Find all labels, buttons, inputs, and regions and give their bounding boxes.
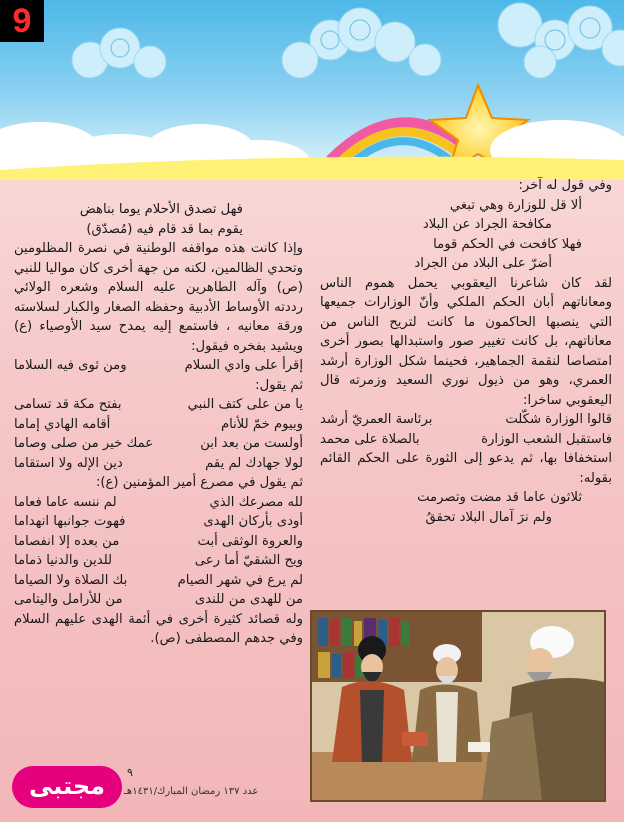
verse-row — [320, 410, 612, 430]
verse-row — [14, 512, 303, 532]
verse-hemistich: لم يرع في شهر الصيام — [177, 572, 303, 588]
verse-row — [320, 430, 612, 450]
verse-line: فهلا كافحت في الحكم قوما — [433, 236, 582, 252]
paragraph: وإذا كانت هذه مواقفه الوطنية في نصرة المظلومين وتحدي الظالمين، لكنه من جهة أخرى كان مواليا للنبي (ص) وآله الطاهرين عليه السلام وشعره الولائي رددته الأوساط الأدبية وحفظه الصغار والكبار لسلاسته ورقة معانيه ، فاستمع إليه يمدح سيد الأوصياء (ع) ويشيد بفخره فيقول: — [14, 241, 303, 354]
verse-hemistich: أودى بأركان الهدى — [203, 514, 303, 529]
verse-hemistich: ويح الشقيّ أما رعى — [194, 553, 303, 568]
verse-row — [14, 571, 303, 591]
verse-hemistich: فهوت جوانبها انهداما — [14, 514, 126, 529]
verse-hemistich: والعروة الوثقى أبت — [197, 533, 303, 549]
verse-hemistich: ومن ثوى فيه السلاما — [14, 358, 127, 373]
footer-page-number: ٩ — [127, 766, 133, 779]
verse-row — [14, 415, 303, 435]
verse-row — [14, 590, 303, 610]
verse-hemistich: أقامه الهادي إماما — [14, 416, 111, 432]
verse-hemistich: يا من على كتف النبي — [187, 397, 303, 412]
verse-hemistich: من للهدى من للندى — [194, 592, 303, 607]
verse-line: يقوم بما قد قام فيه (مُصدّق) — [86, 221, 243, 237]
verse-hemistich: بك الصلاة ولا الصياما — [14, 572, 128, 588]
verse-line: مكافحة الجراد عن البلاد — [422, 217, 552, 232]
verse-hemistich: بفتح مكة قد تسامى — [14, 397, 122, 412]
verse-hemistich: إقرأ على وادي السلام — [184, 358, 303, 373]
verse-hemistich: للدين والدنيا ذماما — [14, 553, 113, 568]
header-decoration — [0, 0, 624, 180]
scholars-illustration — [310, 610, 606, 802]
verse-line: ولم نرَ آمال البلاد تحققُ — [425, 509, 552, 525]
verse-row — [14, 454, 303, 474]
verse-row — [14, 551, 303, 571]
verse-hemistich: عمك خير من صلى وصاما — [14, 436, 154, 451]
verse-row — [14, 395, 303, 415]
verse-line: فهل تصدق الأحلام يوما بناهض — [79, 202, 243, 217]
verse-hemistich: أولست من بعد ابن — [200, 436, 303, 451]
paragraph: استخفافا بها، ثم يدعو إلى الثورة على الحكم القائم بقوله: — [320, 451, 612, 486]
verse-hemistich: لم ننسه عاما فعاما — [14, 494, 117, 510]
illustration-svg — [312, 612, 604, 800]
verse-line: ألا قل للوزارة وهي تبغي — [449, 197, 582, 213]
left-column — [14, 200, 303, 649]
paragraph: وله قصائد كثيرة أخرى في أئمة الهدى عليهم السلام وفي جدهم المصطفى (ص). — [14, 611, 303, 646]
page-number-badge: 9 — [0, 0, 44, 42]
verse-hemistich: قالوا الوزارة شكّلت — [505, 412, 612, 427]
verse-line: ثلاثون عاما قد مضت وتصرمت — [417, 490, 582, 505]
verse-row — [14, 532, 303, 552]
footer — [12, 762, 312, 812]
verse-hemistich: فاستقبل الشعب الوزارة — [481, 431, 612, 447]
verse-line: أضرّ على البلاد من الجراد — [414, 256, 552, 271]
paragraph: ثم يقول في مصرع أمير المؤمنين (ع): — [95, 475, 303, 490]
verse-row — [14, 493, 303, 513]
verse-hemistich: برئاسة العمريّ أرشد — [320, 412, 433, 427]
magazine-logo: مجتبى — [12, 766, 122, 808]
intro-line: وفي قول له آخر: — [518, 178, 612, 193]
verse-hemistich: بالصلاة على محمد — [320, 431, 420, 447]
paragraph: ثم يقول: — [255, 377, 303, 393]
right-column — [320, 176, 612, 527]
verse-hemistich: من بعده إلا انفصاما — [14, 533, 120, 549]
verse-hemistich: دين الإله ولا استقاما — [14, 455, 123, 471]
verse-hemistich: من للأرامل واليتامى — [14, 592, 123, 607]
verse-hemistich: وبيوم خمّ للأنام — [220, 416, 303, 432]
verse-row — [14, 356, 303, 376]
verse-row — [14, 434, 303, 454]
verse-hemistich: لولا جهادك لم يقم — [205, 455, 303, 471]
paragraph: لقد كان شاعرنا اليعقوبي يحمل هموم الناس ومعاناتهم أبان الحكم الملكي وأنّ الوزارات جميعها التي ينصبها الحاكمون ما كانت لتريح الناس من معاناتهم، بل كانت تغيير صور واستبدالها بصور أخرى امتصاصا لنقمة الجماهير، فحينما شكل الوزارة أرشد العمري، وهو من ذيول نوري السعيد وزمرته قال اليعقوبي ساخرا: — [320, 275, 612, 408]
issue-info: عدد ١٣٧ رمضان المبارك/١٤٣١هـ — [124, 786, 259, 797]
verse-hemistich: لله مصرعك الذي — [209, 494, 303, 510]
